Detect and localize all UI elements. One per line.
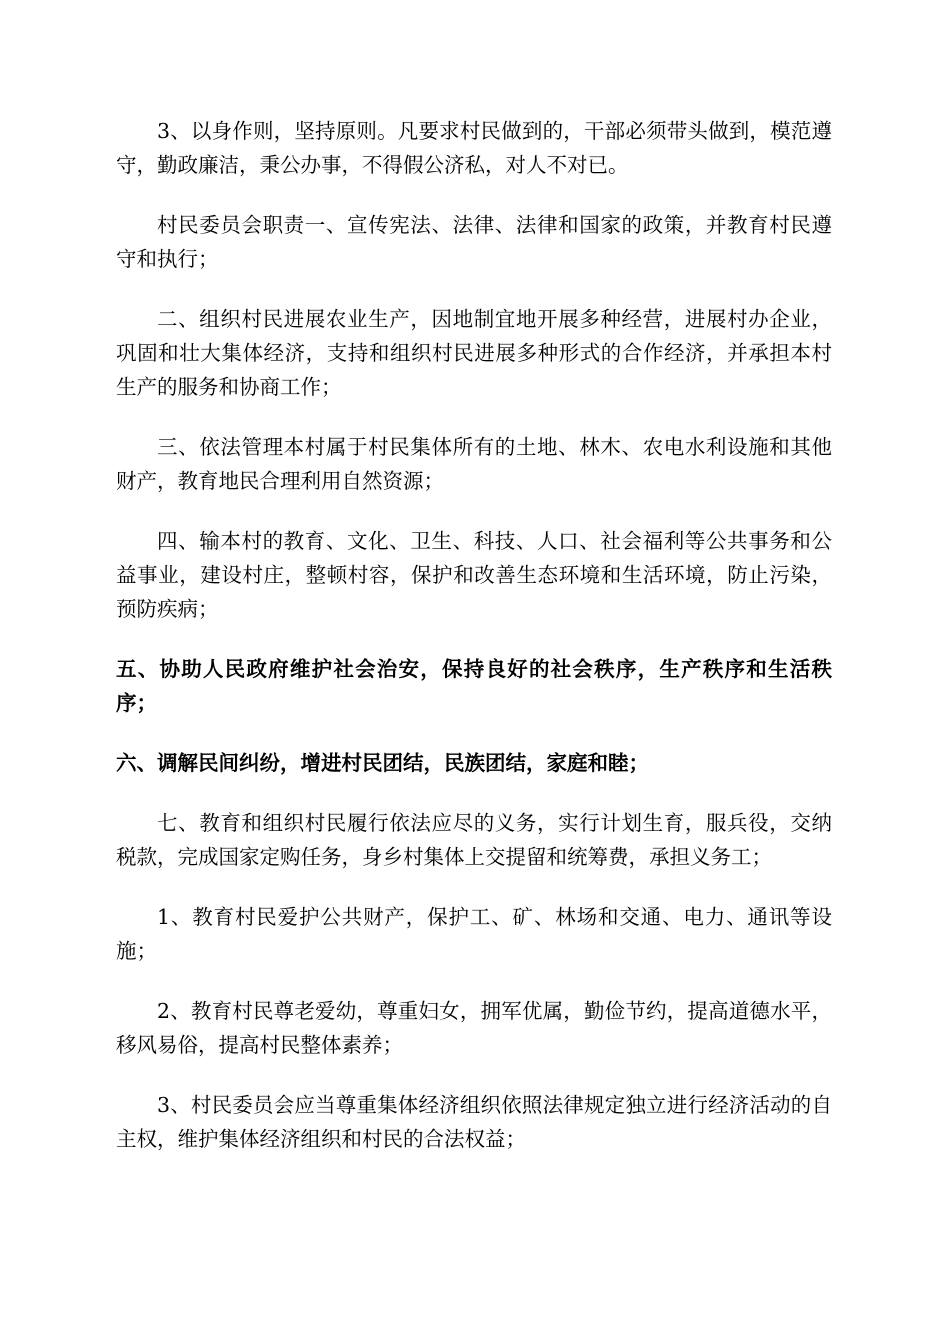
paragraph-duty-6: 六、调解民间纠纷，增进村民团结，民族团结，家庭和睦； — [116, 751, 649, 775]
paragraph-duty-7: 七、教育和组织村民履行依法应尽的义务，实行计划生育，服兵役，交纳税款，完成国家定购任务，身乡村集体上交提留和统筹费，承担义务工； — [116, 811, 832, 869]
paragraph-duty-2: 二、组织村民进展农业生产，因地制宜地开展多种经营，进展村办企业，巩固和壮大集体经济，支持和组织村民进展多种形式的合作经济，并承担本村生产的服务和协商工作； — [116, 307, 832, 399]
paragraph-rule-3: 3、以身作则，坚持原则。凡要求村民做到的，干部必须带头做到，模范遵守，勤政廉洁，秉公办事，不得假公济私，对人不对已。 — [116, 119, 832, 177]
paragraph-item-2: 2、教育村民尊老爱幼，尊重妇女，拥军优属，勤俭节约，提高道德水平，移风易俗，提高村民整体素养； — [116, 999, 832, 1057]
document-page — [116, 114, 832, 1182]
paragraph-item-1: 1、教育村民爱护公共财产，保护工、矿、林场和交通、电力、通讯等设施； — [116, 905, 832, 963]
paragraph-item-3: 3、村民委员会应当尊重集体经济组织依照法律规定独立进行经济活动的自主权，维护集体经济组织和村民的合法权益； — [116, 1093, 832, 1151]
paragraph-duty-5: 五、协助人民政府维护社会治安，保持良好的社会秩序，生产秩序和生活秩序； — [116, 657, 832, 715]
paragraph-duty-1: 村民委员会职责一、宣传宪法、法律、法律和国家的政策，并教育村民遵守和执行； — [116, 213, 832, 271]
paragraph-duty-4: 四、输本村的教育、文化、卫生、科技、人口、社会福利等公共事务和公益事业，建设村庄，整顿村容，保护和改善生态环境和生活环境，防止污染，预防疾病； — [116, 529, 832, 621]
paragraph-duty-3: 三、依法管理本村属于村民集体所有的土地、林木、农电水利设施和其他财产，教育地民合理利用自然资源； — [116, 435, 832, 493]
